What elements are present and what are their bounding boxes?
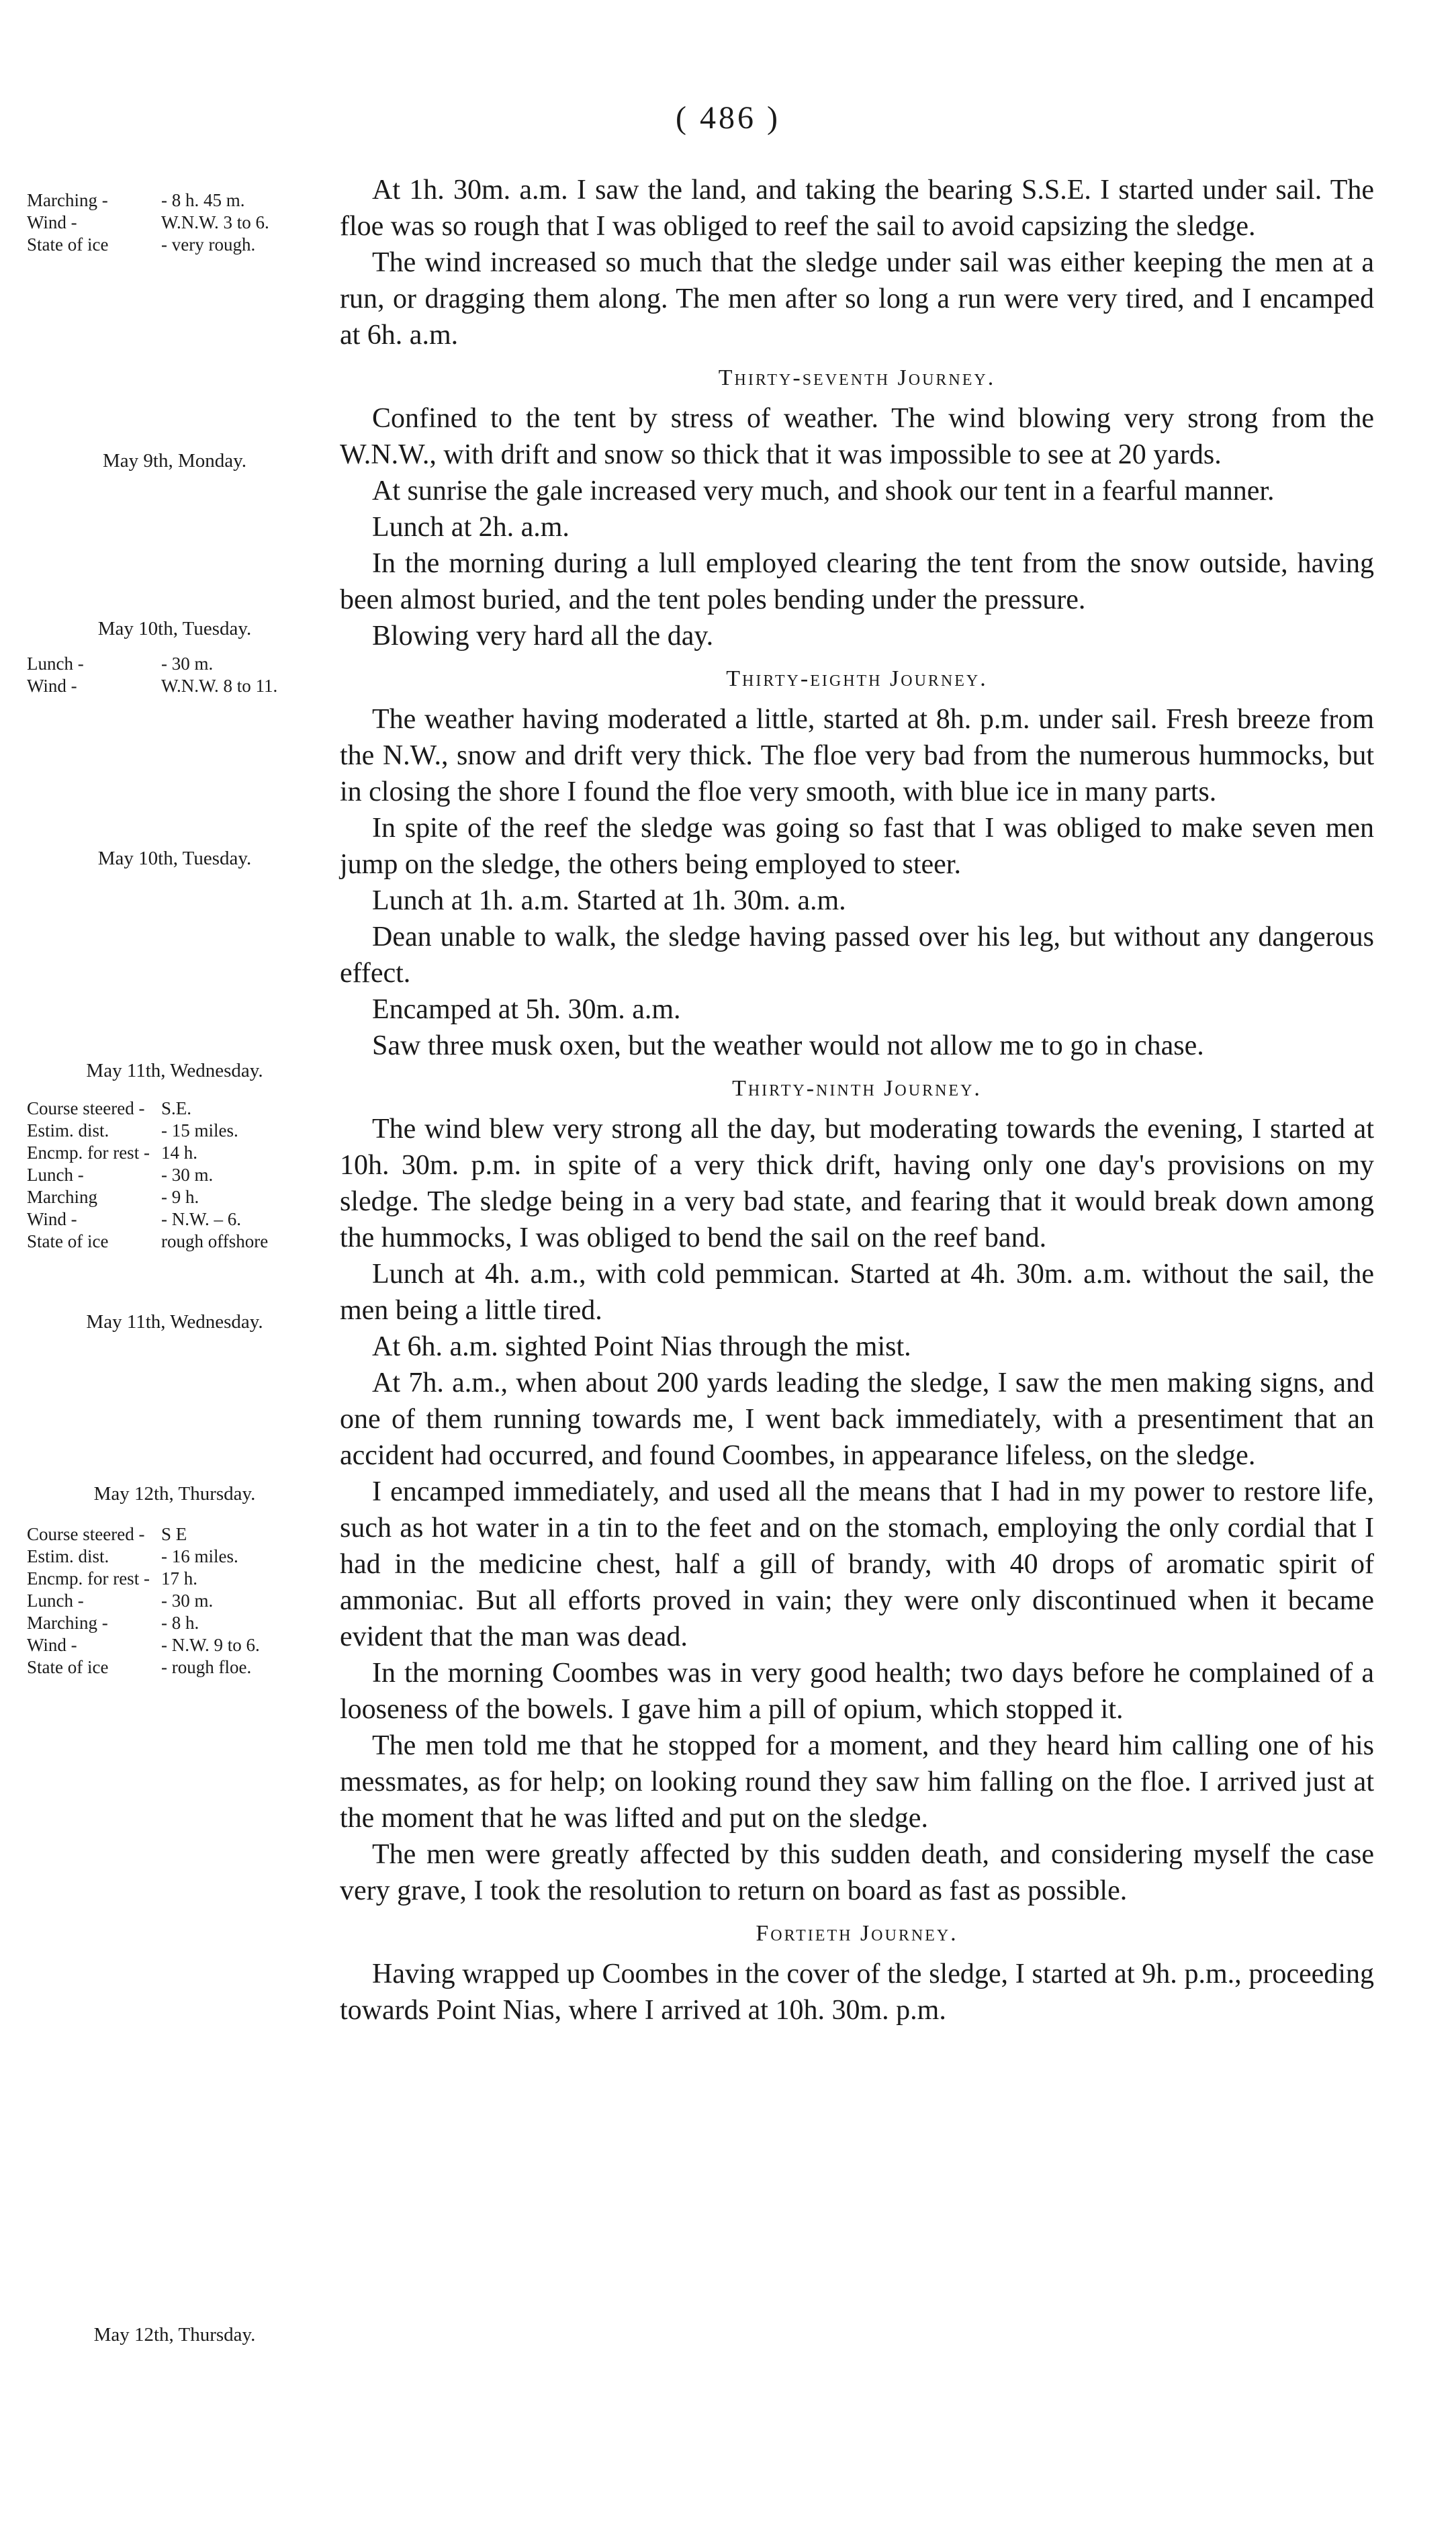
margin-key: Encmp. for rest - bbox=[27, 1143, 150, 1163]
margin-value: - 30 m. bbox=[161, 1591, 214, 1611]
margin-key: Encmp. for rest - bbox=[27, 1568, 150, 1589]
paragraph: The weather having moderated a little, started at 8h. p.m. under sail. Fresh breeze from the N.W., snow and drift very thick. The floe very bad from the numerous hummocks, but in closing the shore I found the floe very smooth, with blue ice in many parts. bbox=[340, 704, 1374, 807]
margin-value: rough offshore bbox=[161, 1231, 269, 1251]
paragraph: The wind increased so much that the sledge under sail was either keeping the men at a run, or dragging them along. The men after so long a run were very tired, and I encamped at 6h. a.m. bbox=[340, 247, 1374, 351]
paragraph: In spite of the reef the sledge was going so fast that I was obliged to make seven men jump on the sledge, the others being employed to steer. bbox=[340, 813, 1374, 880]
margin-value: - 9 h. bbox=[161, 1187, 199, 1207]
margin-key: Course steered - bbox=[27, 1524, 145, 1544]
journey-heading: Thirty-seventh Journey. bbox=[718, 365, 996, 390]
margin-row bbox=[27, 1142, 322, 1164]
paragraph: Lunch at 2h. a.m. bbox=[372, 512, 570, 543]
margin-value: W.N.W. 8 to 11. bbox=[161, 676, 278, 696]
margin-key: Estim. dist. bbox=[27, 1546, 109, 1566]
paragraph: Encamped at 5h. 30m. a.m. bbox=[372, 994, 681, 1025]
margin-key: Wind - bbox=[27, 1635, 77, 1655]
margin-value: - 8 h. bbox=[161, 1613, 199, 1633]
margin-value: W.N.W. 3 to 6. bbox=[161, 212, 269, 232]
margin-value: - 8 h. 45 m. bbox=[161, 190, 245, 210]
margin-row bbox=[27, 234, 322, 256]
margin-key: Lunch - bbox=[27, 654, 84, 674]
margin-key: Course steered - bbox=[27, 1098, 145, 1118]
margin-value: S E bbox=[161, 1524, 187, 1544]
margin-row bbox=[27, 189, 322, 212]
margin-date: May 10th, Tuesday. bbox=[97, 848, 252, 869]
paragraph: Blowing very hard all the day. bbox=[372, 621, 714, 652]
paragraph: In the morning Coombes was in very good health; two days before he complained of a looseness of the bowels. I gave him a pill of opium, which stopped it. bbox=[340, 1658, 1374, 1725]
paragraph: Confined to the tent by stress of weather. The wind blowing very strong from the W.N.W., with drift and snow so thick that it was impossible to see at 20 yards. bbox=[340, 403, 1374, 470]
margin-value: - 30 m. bbox=[161, 1165, 214, 1185]
margin-note-marching bbox=[27, 189, 322, 256]
margin-key: Wind - bbox=[27, 1209, 77, 1229]
journey-heading: Fortieth Journey. bbox=[756, 1921, 958, 1946]
journey-heading: Thirty-eighth Journey. bbox=[726, 666, 988, 691]
margin-key: State of ice bbox=[27, 234, 109, 255]
paragraph: Lunch at 1h. a.m. Started at 1h. 30m. a.m. bbox=[372, 885, 846, 916]
margin-key: State of ice bbox=[27, 1231, 109, 1251]
paragraph: In the morning during a lull employed clearing the tent from the snow outside, having been almost buried, and the tent poles bending under the pressure. bbox=[340, 548, 1374, 615]
margin-row bbox=[27, 1590, 322, 1612]
paragraph: At sunrise the gale increased very much, and shook our tent in a fearful manner. bbox=[372, 476, 1275, 506]
margin-value: - N.W. – 6. bbox=[161, 1209, 241, 1229]
margin-key: Lunch - bbox=[27, 1591, 84, 1611]
paragraph: At 6h. a.m. sighted Point Nias through the mist. bbox=[372, 1331, 911, 1362]
margin-value: - very rough. bbox=[161, 234, 256, 255]
margin-key: Marching bbox=[27, 1187, 97, 1207]
page-number: ( 486 ) bbox=[676, 100, 780, 136]
margin-row bbox=[27, 1164, 322, 1186]
margin-key: Wind - bbox=[27, 676, 77, 696]
margin-note-course bbox=[27, 1098, 322, 1253]
paragraph: Dean unable to walk, the sledge having passed over his leg, but without any dangerous effect. bbox=[340, 922, 1374, 989]
margin-date: May 10th, Tuesday. bbox=[97, 618, 252, 639]
margin-value: - 30 m. bbox=[161, 654, 214, 674]
margin-key: Wind - bbox=[27, 212, 77, 232]
margin-value: - 16 miles. bbox=[161, 1546, 238, 1566]
margin-key: Marching - bbox=[27, 190, 108, 210]
paragraph: The men told me that he stopped for a moment, and they heard him calling one of his messmates, as for help; on looking round they saw him falling on the floe. I arrived just at the moment that he was lifted and put on the sledge. bbox=[340, 1730, 1374, 1834]
margin-date: May 9th, Monday. bbox=[103, 450, 246, 472]
paragraph: I encamped immediately, and used all the means that I had in my power to restore life, such as hot water in a tin to the feet and on the stomach, employing the only cordial that I had in the medicine chest, half a gill of brandy, with 40 drops of aromatic spirit of ammoniac. But all efforts proved in vain; they were only discontinued when it became evident that the man was dead. bbox=[340, 1476, 1374, 1652]
paragraph: The wind blew very strong all the day, but moderating towards the evening, I started at 10h. 30m. p.m. in spite of a very thick drift, having only one day's provisions on my sledge. The sledge being in a very bad state, and fearing that it would break down among the hummocks, I was obliged to bend the sail on the reef band. bbox=[340, 1114, 1374, 1253]
body-text bbox=[340, 172, 1374, 2028]
margin-date: May 11th, Wednesday. bbox=[86, 1311, 263, 1333]
margin-row bbox=[27, 1568, 322, 1590]
paragraph: Saw three musk oxen, but the weather would not allow me to go in chase. bbox=[372, 1030, 1204, 1061]
margin-note-course bbox=[27, 1523, 322, 1679]
margin-row bbox=[27, 1656, 322, 1679]
margin-date: May 11th, Wednesday. bbox=[86, 1060, 263, 1081]
margin-date: May 12th, Thursday. bbox=[93, 1483, 256, 1505]
margin-value: - rough floe. bbox=[161, 1657, 252, 1677]
margin-note-lunch bbox=[27, 653, 322, 697]
margin-value: - 15 miles. bbox=[161, 1120, 238, 1141]
margin-date: May 12th, Thursday. bbox=[93, 2324, 256, 2345]
margin-key: Lunch - bbox=[27, 1165, 84, 1185]
margin-row bbox=[27, 1098, 322, 1120]
margin-row bbox=[27, 1523, 322, 1546]
margin-row bbox=[27, 1208, 322, 1231]
margin-value: 17 h. bbox=[161, 1568, 197, 1589]
margin-row bbox=[27, 653, 322, 675]
margin-value: - N.W. 9 to 6. bbox=[161, 1635, 260, 1655]
margin-value: S.E. bbox=[161, 1098, 192, 1118]
paragraph: Having wrapped up Coombes in the cover of the sledge, I started at 9h. p.m., proceeding towards Point Nias, where I arrived at 10h. 30m. p.m. bbox=[340, 1959, 1374, 2026]
margin-row bbox=[27, 1120, 322, 1142]
margin-key: State of ice bbox=[27, 1657, 109, 1677]
paragraph: At 1h. 30m. a.m. I saw the land, and taking the bearing S.S.E. I started under sail. The floe was so rough that I was obliged to reef the sail to avoid capsizing the sledge. bbox=[340, 175, 1374, 242]
margin-key: Estim. dist. bbox=[27, 1120, 109, 1141]
margin-row bbox=[27, 1231, 322, 1253]
margin-row bbox=[27, 1186, 322, 1208]
margin-row bbox=[27, 212, 322, 234]
margin-key: Marching - bbox=[27, 1613, 108, 1633]
margin-value: 14 h. bbox=[161, 1143, 197, 1163]
paragraph: At 7h. a.m., when about 200 yards leading the sledge, I saw the men making signs, and one of them running towards me, I went back immediately, with a presentiment that an accident had occurred, and found Coombes, in appearance lifeless, on the sledge. bbox=[340, 1368, 1374, 1471]
paragraph: The men were greatly affected by this sudden death, and considering myself the case very grave, I took the resolution to return on board as fast as possible. bbox=[340, 1839, 1374, 1906]
margin-row bbox=[27, 1546, 322, 1568]
margin-row bbox=[27, 675, 322, 697]
journey-heading: Thirty-ninth Journey. bbox=[732, 1076, 982, 1101]
margin-row bbox=[27, 1612, 322, 1634]
margin-row bbox=[27, 1634, 322, 1656]
paragraph: Lunch at 4h. a.m., with cold pemmican. Started at 4h. 30m. a.m. without the sail, the men being a little tired. bbox=[340, 1259, 1374, 1326]
